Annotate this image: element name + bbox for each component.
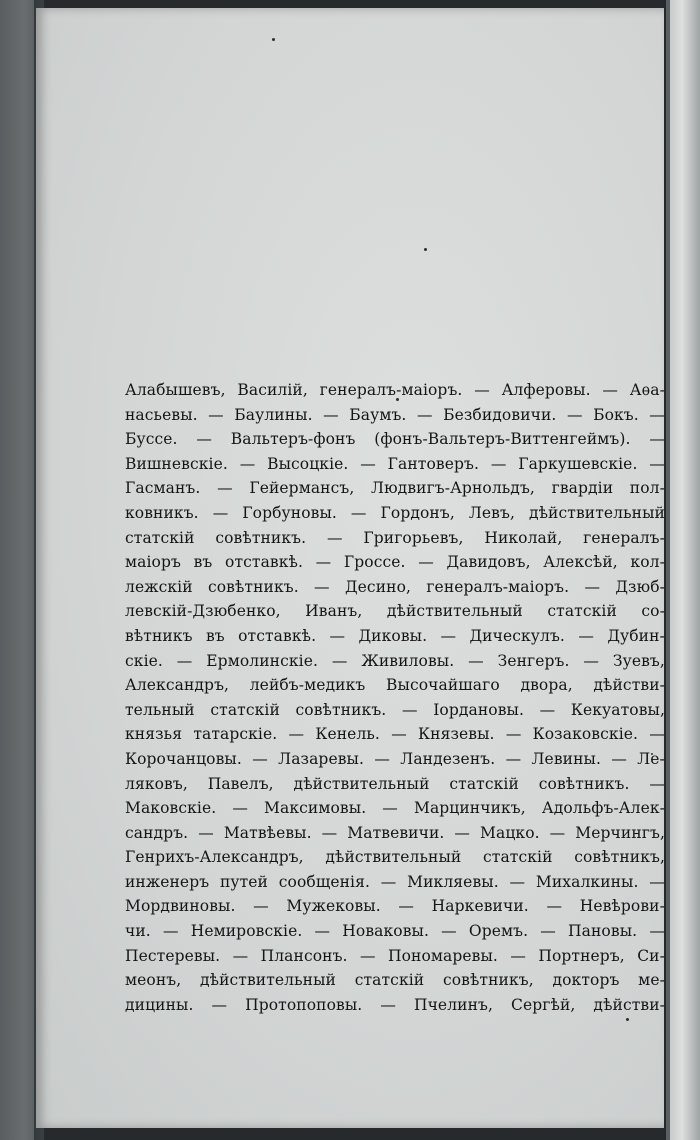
word: Мерчингъ, [575, 823, 665, 842]
word: — [649, 725, 665, 744]
word: — [239, 454, 256, 473]
word: Корочанцовы. [125, 749, 242, 768]
word: Іордановы. [433, 700, 525, 719]
print-speck [626, 1018, 629, 1021]
word: Павелъ, [207, 774, 274, 793]
word: генералъ-маіоръ. [426, 577, 570, 596]
word: Вишневскіе. [125, 454, 228, 473]
text-line [125, 673, 665, 698]
book-page [36, 8, 664, 1128]
word: — [509, 872, 526, 891]
word: — [380, 872, 397, 891]
word: Бокъ. [593, 405, 639, 424]
word: статскій [483, 848, 553, 867]
word: Генрихъ-Александръ, [125, 848, 304, 867]
word: — [198, 823, 214, 842]
word: — [440, 626, 457, 645]
word: Высоцкіе. [267, 454, 349, 473]
word: — [314, 577, 330, 596]
page-stack-edge [670, 0, 700, 1140]
word: Сергѣй, [511, 995, 576, 1014]
word: — [474, 381, 490, 399]
word: Мацко. [480, 823, 540, 842]
word: Десино, [344, 577, 412, 596]
word: — [314, 922, 331, 941]
word: — [510, 946, 526, 965]
word: — [546, 897, 563, 916]
word: меонъ, [125, 971, 182, 990]
word: въ [193, 553, 213, 572]
word: Лазаревы. [278, 749, 365, 768]
text-line [125, 476, 665, 501]
word: Пестеревы. [125, 946, 221, 965]
word: со- [641, 602, 665, 621]
word: Зуевъ, [612, 651, 665, 670]
word: — [540, 922, 556, 941]
word: дицины. [125, 995, 194, 1014]
word: дѣйстви- [593, 676, 665, 695]
word: путей [219, 872, 268, 891]
word: Вальтеръ-фонъ [230, 430, 356, 449]
text-line [125, 747, 665, 772]
word: статскій [449, 774, 519, 793]
word: — [211, 995, 228, 1014]
word: — [374, 749, 390, 768]
word: — [401, 700, 418, 719]
word: — [602, 381, 619, 399]
word: Дическулъ. [469, 626, 565, 645]
word: Портнеръ, [538, 946, 625, 965]
word: Пановы. [568, 922, 638, 941]
word: дѣйстви- [593, 995, 665, 1014]
word: вѣтникъ [125, 626, 193, 645]
word: Кенель. [315, 725, 380, 744]
word: — [649, 430, 665, 449]
word: пол- [629, 479, 665, 498]
previous-page-edge [0, 0, 34, 1140]
word: — [611, 749, 627, 768]
word: — [329, 626, 346, 645]
text-line [125, 968, 665, 993]
word: Си- [637, 946, 665, 965]
word: дѣйствительный [200, 971, 336, 990]
word: Маковскіе. [125, 799, 217, 818]
word: Николай, [484, 528, 563, 547]
word: — [212, 503, 229, 522]
word: Плансонъ. [260, 946, 348, 965]
word: совѣтникъ. [538, 774, 630, 793]
word: Зенгеръ. [497, 651, 570, 670]
text-line [125, 575, 665, 600]
word: двора, [520, 676, 573, 695]
word: — [649, 872, 665, 891]
word: — [398, 897, 415, 916]
word: Баулины. [234, 405, 313, 424]
word: Микляевы. [407, 872, 499, 891]
word: Аѳа- [629, 381, 665, 399]
text-line [125, 550, 665, 575]
word: генералъ- [583, 528, 665, 547]
word: — [315, 553, 332, 572]
word: — [326, 528, 343, 547]
word: Левины. [531, 749, 601, 768]
word: сообщенія. [278, 872, 371, 891]
word: Александръ, [125, 676, 230, 695]
word: — [382, 799, 398, 818]
word: — [288, 725, 305, 744]
word: Буссе. [125, 430, 178, 449]
word: — [253, 897, 269, 916]
word: — [566, 405, 583, 424]
word: докторъ [552, 971, 620, 990]
word: левскій-Дзюбенко, [125, 602, 281, 621]
word: Живиловы. [361, 651, 455, 670]
word: — [549, 823, 566, 842]
text-line [125, 944, 665, 969]
word: Людвигъ-Арнольдъ, [371, 479, 535, 498]
word: статскій [354, 971, 425, 990]
page-edge-shadow [666, 0, 670, 1140]
word: Протопоповы. [245, 995, 363, 1014]
word: — [208, 405, 224, 424]
word: Горбуновы. [242, 503, 337, 522]
word: совѣтникъ, [442, 971, 534, 990]
word: Матвѣевы. [223, 823, 312, 842]
word: Алабышевъ, [125, 381, 226, 399]
word: Пономаревы. [387, 946, 498, 965]
word: Гаркушевскіе. [518, 454, 638, 473]
word: совѣтникъ, [574, 848, 665, 867]
word: — [490, 454, 507, 473]
word: гвардіи [551, 479, 614, 498]
word: — [649, 454, 665, 473]
word: Дзюб- [615, 577, 665, 596]
word: чи. [125, 922, 151, 941]
word: Матвевичи. [347, 823, 445, 842]
word: Невѣрови- [579, 897, 665, 916]
word: — [505, 749, 522, 768]
word: статскій [125, 528, 195, 547]
word: Гасманъ. [125, 479, 201, 498]
word: отставкѣ. [238, 626, 317, 645]
word: Левъ, [468, 503, 515, 522]
word: — [323, 405, 339, 424]
word: Князевы. [418, 725, 495, 744]
text-line [125, 501, 665, 526]
word: совѣтникъ. [295, 700, 387, 719]
word: Высочайшаго [386, 676, 500, 695]
word: Мужековы. [286, 897, 381, 916]
text-line [125, 821, 665, 846]
word: Гроссе. [343, 553, 406, 572]
word: Новаковы. [342, 922, 430, 941]
register-text [125, 378, 665, 1017]
text-line [125, 698, 665, 723]
word: ме- [638, 971, 665, 990]
text-line [125, 722, 665, 747]
word: маіоръ [125, 553, 181, 572]
word: Давидовъ, [446, 553, 531, 572]
word: Ле- [637, 749, 665, 768]
word: ковникъ. [125, 503, 199, 522]
text-line [125, 796, 665, 821]
word: — [162, 922, 179, 941]
word: сандръ. [125, 823, 189, 842]
word: отставкѣ. [225, 553, 304, 572]
word: дѣйствительный [325, 848, 462, 867]
word: Гордонъ, [380, 503, 455, 522]
word: Наркевичи. [431, 897, 529, 916]
word: лежскій [125, 577, 193, 596]
print-speck [272, 38, 275, 41]
word: Немировскіе. [190, 922, 303, 941]
text-line [125, 845, 665, 870]
word: Оремъ. [468, 922, 529, 941]
text-line [125, 870, 665, 895]
word: — [331, 651, 348, 670]
word: — [416, 405, 433, 424]
text-line [125, 403, 665, 428]
word: — [468, 651, 484, 670]
text-line [125, 993, 665, 1018]
word: генералъ-маіоръ. [319, 381, 463, 399]
word: Козаковскіе. [532, 725, 639, 744]
text-line [125, 526, 665, 551]
text-line [125, 378, 665, 403]
word: Гейермансъ, [249, 479, 355, 498]
word: лейбъ-медикъ [249, 676, 366, 695]
word: — [217, 479, 233, 498]
word: статскій [547, 602, 617, 621]
word: — [391, 725, 407, 744]
word: Михалкины. [535, 872, 639, 891]
word: совѣтникъ. [207, 577, 299, 596]
word: — [232, 799, 248, 818]
word: тельный [125, 700, 195, 719]
word: Алексѣй, [543, 553, 618, 572]
word: — [196, 430, 212, 449]
word: Марцинчикъ, [413, 799, 526, 818]
word: въ [205, 626, 225, 645]
word: — [441, 922, 457, 941]
word: князья [125, 725, 183, 744]
text-line [125, 599, 665, 624]
word: — [176, 651, 193, 670]
word: — [584, 577, 601, 596]
text-line [125, 452, 665, 477]
word: — [649, 405, 665, 424]
word: кол- [630, 553, 665, 572]
word: Баумъ. [349, 405, 407, 424]
word: скіе. [125, 651, 163, 670]
word: Василій, [237, 381, 308, 399]
text-line [125, 894, 665, 919]
word: — [583, 651, 599, 670]
word: — [418, 553, 434, 572]
word: Дубин- [607, 626, 665, 645]
word: — [454, 823, 471, 842]
word: Ермолинскіе. [206, 651, 319, 670]
text-line [125, 427, 665, 452]
word: Безбидовичи. [443, 405, 557, 424]
word: — [321, 823, 338, 842]
word: Алферовы. [501, 381, 591, 399]
text-line [125, 772, 665, 797]
word: — [252, 749, 268, 768]
word: — [350, 503, 367, 522]
word: Григорьевъ, [363, 528, 464, 547]
word: Пчелинъ, [413, 995, 493, 1014]
word: дѣйствительный [528, 503, 665, 522]
word: татарскіе. [193, 725, 278, 744]
text-line [125, 649, 665, 674]
word: Мордвиновы. [125, 897, 236, 916]
text-line [125, 624, 665, 649]
word: дѣйствительный [386, 602, 523, 621]
word: насьевы. [125, 405, 198, 424]
word: Диковы. [358, 626, 428, 645]
word: Иванъ, [305, 602, 363, 621]
word: — [380, 995, 396, 1014]
word: — [649, 922, 665, 941]
word: — [578, 626, 594, 645]
word: — [359, 946, 376, 965]
word: ляковъ, [125, 774, 188, 793]
word: Кекуатовы, [570, 700, 665, 719]
word: Максимовы. [264, 799, 367, 818]
word: (фонъ-Вальтеръ-Виттенгеймъ). [374, 430, 631, 449]
word: Адольфъ-Алек- [541, 799, 665, 818]
text-line [125, 919, 665, 944]
word: Ландезенъ. [400, 749, 496, 768]
word: — [232, 946, 249, 965]
word: инженеръ [125, 872, 210, 891]
word: — [505, 725, 522, 744]
word: — [539, 700, 556, 719]
word: статскій [210, 700, 280, 719]
word: — [360, 454, 376, 473]
word: совѣтникъ. [215, 528, 307, 547]
word: Гантоверъ. [387, 454, 480, 473]
word: — [649, 774, 665, 793]
print-speck [424, 248, 427, 251]
word: дѣйствительный [293, 774, 430, 793]
